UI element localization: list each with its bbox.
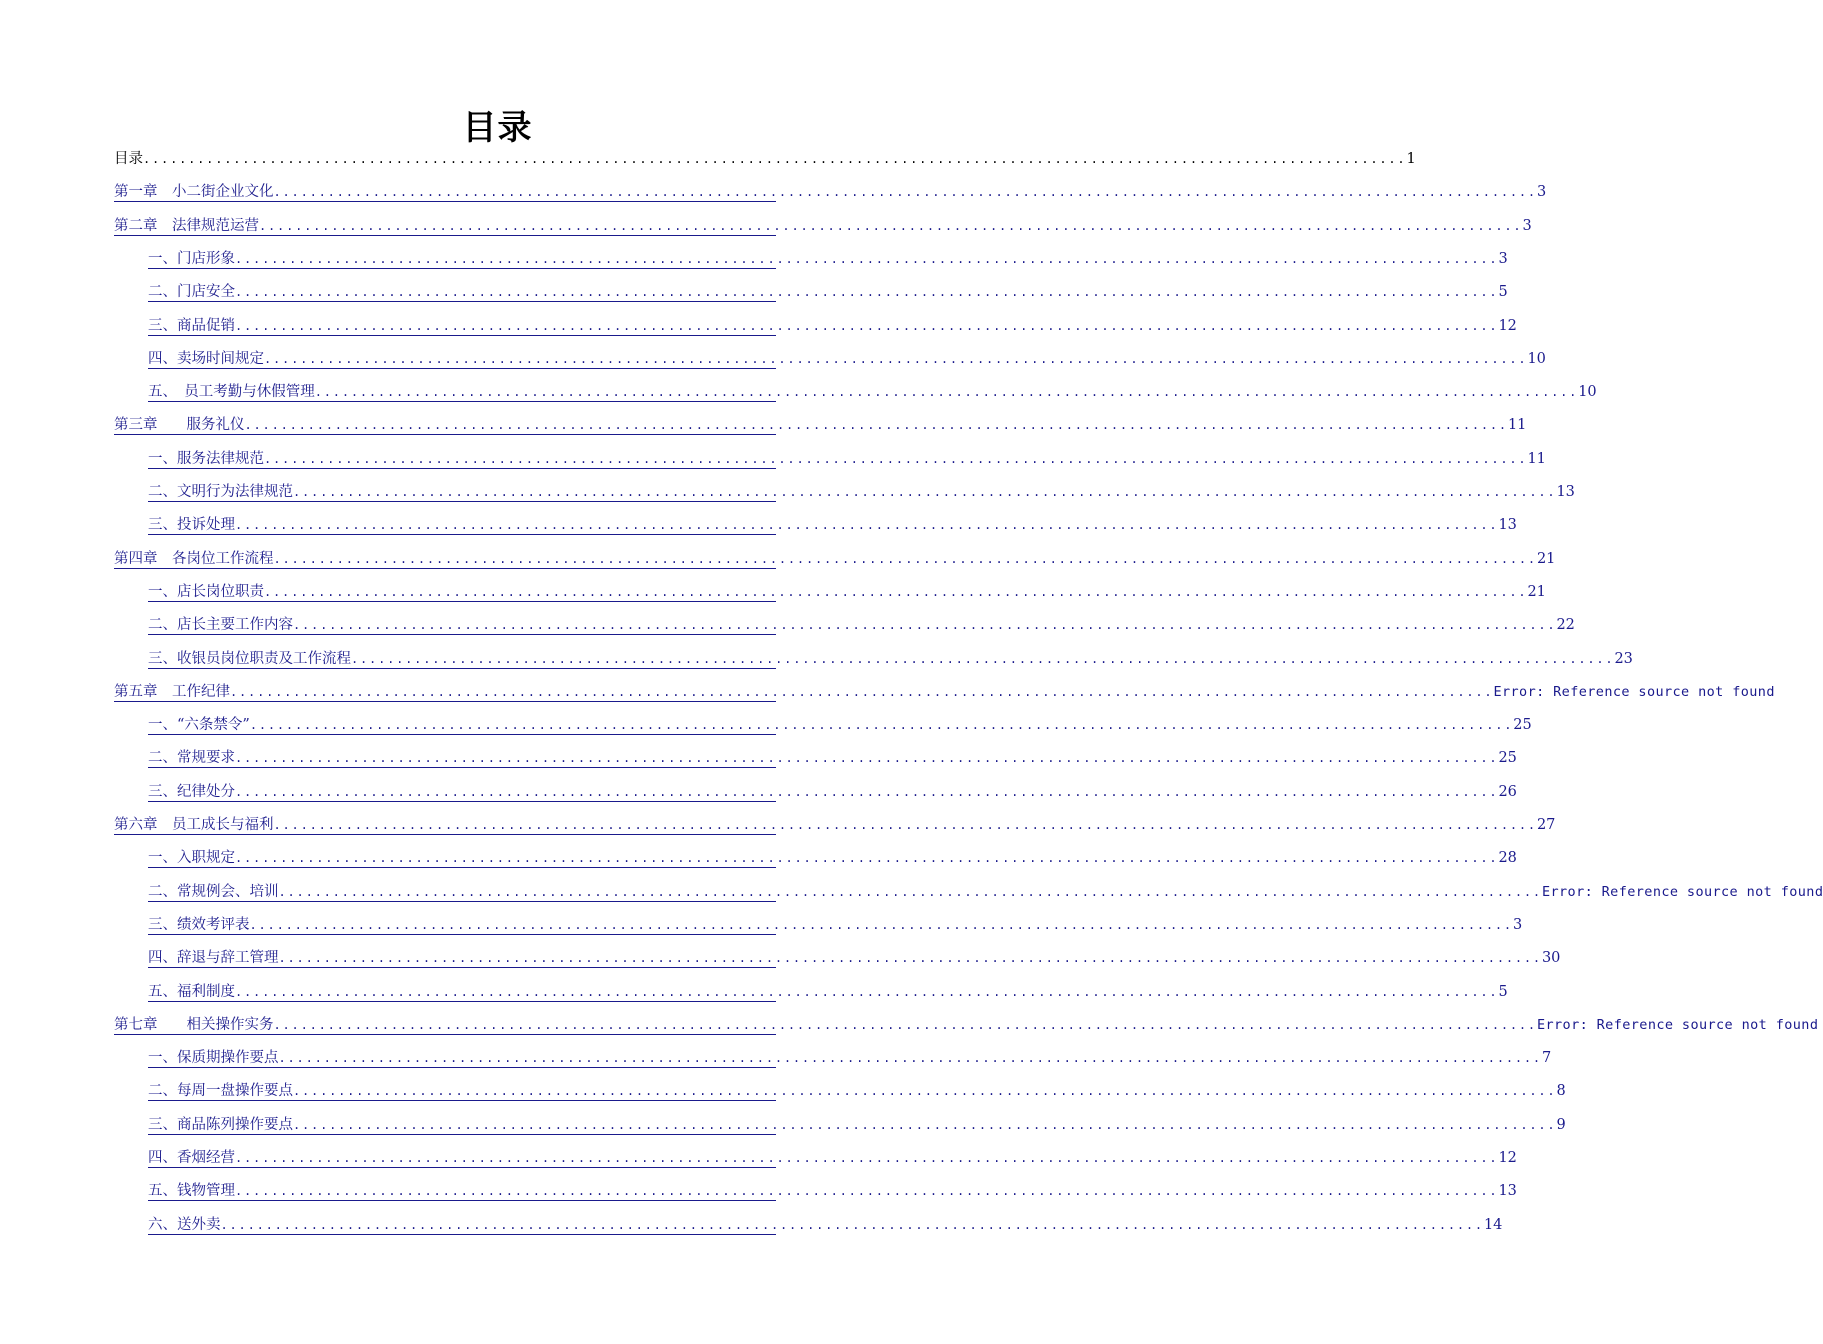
- toc-entry-label: 五、钱物管理: [148, 1183, 235, 1200]
- toc-entry[interactable]: [148, 279, 1508, 302]
- toc-leader-dots: ............................................................................................................................................: [273, 1017, 1537, 1032]
- toc-entry-page-number: 8: [1556, 1083, 1566, 1100]
- toc-leader-dots: ............................................................................................................................................: [273, 185, 1537, 200]
- toc-entry-label: 一、“六条禁令”: [148, 717, 250, 734]
- toc-entry-page-number: Error: Reference source not found: [1536, 1016, 1819, 1033]
- toc-entry-label: 四、香烟经营: [148, 1150, 235, 1166]
- toc-leader-dots: ............................................................................................................................................: [235, 1151, 1499, 1165]
- toc-entry-label: 二、门店安全: [148, 284, 235, 301]
- toc-leader-dots: ............................................................................................................................................: [351, 651, 1615, 666]
- toc-entry[interactable]: [148, 879, 1823, 902]
- toc-entry-page-number: 3: [1512, 916, 1523, 933]
- toc-entry[interactable]: [114, 546, 1556, 569]
- toc-entry-page-number: 21: [1527, 583, 1546, 600]
- toc-leader-dots: ............................................................................................................................................: [278, 951, 1542, 966]
- toc-entry-label: 二、文明行为法律规范: [148, 484, 293, 500]
- toc-entry-page-number: 10: [1578, 384, 1597, 401]
- toc-entry[interactable]: [114, 1012, 1819, 1035]
- toc-entry[interactable]: [148, 446, 1546, 469]
- toc-entry[interactable]: [114, 679, 1775, 702]
- toc-entry-page-number: 22: [1556, 617, 1575, 634]
- toc-entry[interactable]: [148, 313, 1517, 336]
- toc-entry-page-number: 23: [1614, 650, 1633, 667]
- toc-entry-label: 第六章 员工成长与福利: [114, 817, 274, 833]
- toc-entry-page-number: 25: [1513, 717, 1532, 734]
- toc-entry-label: 三、绩效考评表: [148, 916, 250, 933]
- toc-leader-dots: ............................................................................................................................................: [278, 1051, 1542, 1066]
- toc-entry-page-number: 10: [1527, 350, 1546, 367]
- toc-entry[interactable]: [148, 1212, 1503, 1235]
- toc-entry-label: 三、商品陈列操作要点: [148, 1116, 293, 1133]
- toc-entry-label: 第七章 相关操作实务: [114, 1016, 274, 1033]
- toc-entry-page-number: 13: [1498, 1183, 1517, 1200]
- toc-entry-page-number: 30: [1541, 950, 1561, 967]
- toc-entry-page-number: 27: [1536, 817, 1556, 833]
- toc-entry-label: 四、卖场时间规定: [148, 350, 264, 367]
- toc-entry-page-number: 14: [1483, 1216, 1503, 1233]
- toc-entry[interactable]: [148, 845, 1517, 868]
- toc-entry-label: 三、商品促销: [148, 317, 235, 334]
- toc-leader-dots: ............................................................................................................................................: [264, 451, 1528, 466]
- toc-leader-dots: ............................................................................................................................................: [235, 851, 1499, 866]
- toc-entry-page-number: 3: [1536, 184, 1547, 201]
- toc-entry-label: 一、店长岗位职责: [148, 583, 264, 600]
- toc-entry-label: 一、入职规定: [148, 850, 235, 867]
- toc-entry[interactable]: [148, 1045, 1552, 1068]
- toc-entry-label: 四、辞退与辞工管理: [148, 950, 279, 967]
- toc-leader-dots: ............................................................................................................................................: [249, 917, 1513, 932]
- toc-entry-label: 五、福利制度: [148, 983, 235, 1000]
- toc-leader-dots: ............................................................................................................................................: [235, 751, 1499, 766]
- toc-entry[interactable]: [148, 379, 1597, 402]
- toc-entry-label: 二、常规例会、培训: [148, 883, 279, 900]
- toc-entry[interactable]: [148, 246, 1508, 269]
- toc-entry[interactable]: [148, 745, 1517, 768]
- toc-entry-page-number: 13: [1556, 484, 1575, 500]
- toc-entry[interactable]: [148, 945, 1561, 968]
- toc-entry-page-number: 5: [1498, 983, 1508, 1000]
- toc-entry-page-number: 12: [1498, 317, 1517, 334]
- toc-leader-dots: ............................................................................................................................................: [264, 584, 1528, 599]
- toc-entry[interactable]: [148, 1078, 1566, 1101]
- toc-entry-page-number: Error: Reference source not found: [1493, 683, 1775, 700]
- toc-entry[interactable]: [148, 1178, 1517, 1201]
- toc-entry[interactable]: [114, 179, 1547, 202]
- toc-entry[interactable]: [148, 612, 1575, 635]
- toc-leader-dots: ............................................................................................................................................: [249, 718, 1514, 733]
- toc-entry-label: 三、纪律处分: [148, 783, 235, 800]
- toc-leader-dots: ............................................................................................................................................: [220, 1217, 1484, 1232]
- toc-entry[interactable]: [148, 512, 1517, 535]
- toc-leader-dots: ............................................................................................................................................: [235, 251, 1499, 266]
- toc-entry: [114, 146, 1416, 168]
- toc-leader-dots: ............................................................................................................................................: [293, 1117, 1557, 1132]
- toc-entry[interactable]: [148, 579, 1546, 602]
- toc-leader-dots: ............................................................................................................................................: [273, 818, 1537, 832]
- toc-leader-dots: ............................................................................................................................................: [264, 351, 1528, 366]
- toc-entry-label: 第四章 各岗位工作流程: [114, 550, 274, 567]
- toc-entry[interactable]: [114, 812, 1556, 835]
- toc-entry-label: 二、每周一盘操作要点: [148, 1083, 293, 1100]
- toc-entry-label: 五、 员工考勤与休假管理: [148, 384, 315, 401]
- toc-entry-page-number: 9: [1556, 1116, 1566, 1133]
- toc-entry-label: 二、常规要求: [148, 750, 235, 767]
- toc-entry[interactable]: [148, 912, 1523, 935]
- toc-entry-label: 三、收银员岗位职责及工作流程: [148, 650, 351, 667]
- toc-entry-page-number: 11: [1527, 450, 1546, 467]
- toc-entry[interactable]: [114, 412, 1527, 435]
- toc-entry-page-number: 7: [1541, 1050, 1552, 1067]
- toc-entry-page-number: 1: [1406, 151, 1416, 167]
- toc-entry-page-number: 3: [1498, 250, 1508, 267]
- toc-leader-dots: ............................................................................................................................................: [314, 385, 1579, 400]
- toc-leader-dots: ............................................................................................................................................: [244, 418, 1508, 433]
- toc-entry[interactable]: [148, 979, 1508, 1002]
- toc-leader-dots: ............................................................................................................................................: [235, 518, 1499, 533]
- toc-leader-dots: ............................................................................................................................................: [259, 218, 1523, 233]
- toc-entry-label: 第五章 工作纪律: [114, 683, 230, 700]
- toc-entry-label: 一、保质期操作要点: [148, 1050, 279, 1067]
- toc-entry[interactable]: [148, 346, 1546, 369]
- toc-leader-dots: ............................................................................................................................................: [293, 1084, 1557, 1099]
- toc-entry-page-number: 13: [1498, 517, 1517, 534]
- toc-entry[interactable]: [148, 779, 1517, 802]
- toc-entry-label: 二、店长主要工作内容: [148, 617, 293, 634]
- toc-leader-dots: ............................................................................................................................................: [235, 318, 1499, 333]
- toc-entry[interactable]: [148, 1112, 1566, 1135]
- toc-leader-dots: ............................................................................................................................................: [235, 1184, 1499, 1199]
- toc-entry-page-number: 21: [1536, 550, 1556, 567]
- toc-entry-label: 一、门店形象: [148, 250, 235, 267]
- toc-entry-label: 六、送外卖: [148, 1216, 221, 1233]
- toc-entry[interactable]: [148, 1145, 1517, 1168]
- toc-entry[interactable]: [148, 479, 1575, 502]
- toc-leader-dots: ............................................................................................................................................: [273, 551, 1537, 566]
- toc-leader-dots: ............................................................................................................................................: [143, 152, 1407, 166]
- toc-leader-dots: ............................................................................................................................................: [235, 984, 1499, 999]
- toc-entry-page-number: 12: [1498, 1150, 1517, 1166]
- toc-leader-dots: ............................................................................................................................................: [235, 285, 1499, 300]
- toc-entry-label: 三、投诉处理: [148, 517, 235, 534]
- toc-entry-page-number: 28: [1498, 850, 1517, 867]
- toc-entry-label: 第三章 服务礼仪: [114, 417, 245, 434]
- toc-entry-page-number: 25: [1498, 750, 1517, 767]
- toc-leader-dots: ............................................................................................................................................: [235, 784, 1499, 799]
- toc-leader-dots: ............................................................................................................................................: [230, 684, 1494, 699]
- toc-title: 目录: [462, 108, 533, 148]
- toc-entry[interactable]: [114, 213, 1532, 236]
- toc-leader-dots: ............................................................................................................................................: [278, 884, 1542, 899]
- toc-entry[interactable]: [148, 712, 1532, 735]
- toc-entry-page-number: 5: [1498, 284, 1508, 301]
- toc-entry-label: 第二章 法律规范运营: [114, 217, 259, 234]
- toc-entry-page-number: 11: [1507, 417, 1527, 434]
- toc-entry[interactable]: [148, 646, 1633, 669]
- toc-entry-page-number: 3: [1522, 217, 1532, 234]
- toc-entry-label: 一、服务法律规范: [148, 450, 264, 467]
- toc-entry-label: 目录: [114, 151, 143, 167]
- toc-entry-page-number: 26: [1498, 783, 1517, 800]
- toc-leader-dots: ............................................................................................................................................: [293, 485, 1557, 499]
- toc-entry-label: 第一章 小二街企业文化: [114, 184, 274, 201]
- toc-leader-dots: ............................................................................................................................................: [293, 618, 1557, 633]
- toc-entry-page-number: Error: Reference source not found: [1541, 883, 1823, 900]
